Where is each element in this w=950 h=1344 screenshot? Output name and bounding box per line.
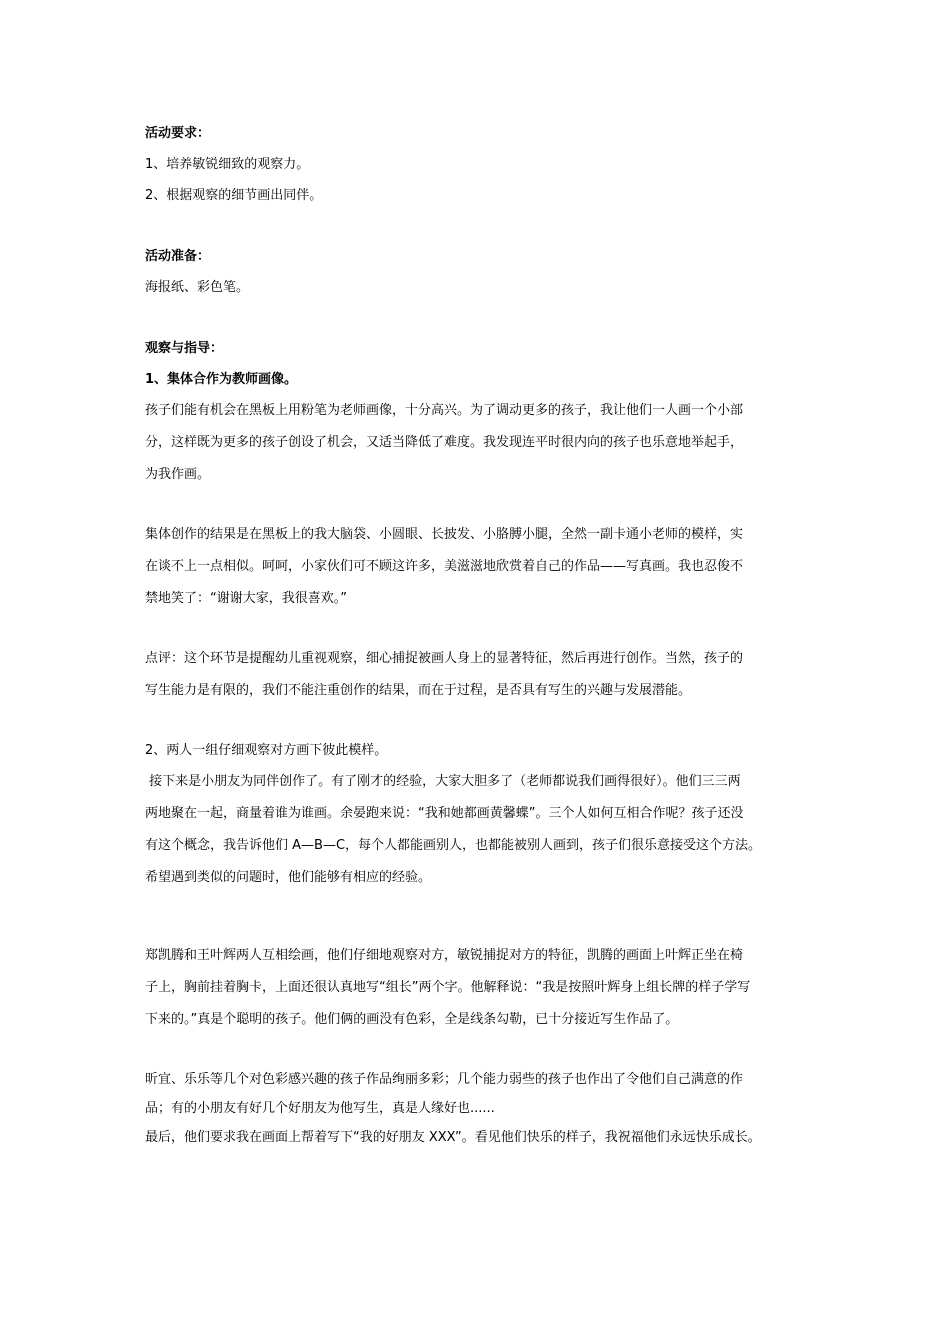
requirement-item-1: 1、培养敏锐细致的观察力。 — [145, 157, 310, 172]
paragraph-line: 昕宜、乐乐等几个对色彩感兴趣的孩子作品绚丽多彩；几个能力弱些的孩子也作出了令他们自己满意的作 — [145, 1072, 744, 1087]
paragraph-line: 两地聚在一起，商量着谁为谁画。余晏跑来说：“我和她都画黄馨蝶”。三个人如何互相合作呢？孩子还没 — [145, 806, 744, 821]
paragraph-line: 在谈不上一点相似。呵呵，小家伙们可不顾这许多，美滋滋地欣赏着自己的作品——写真画。我也忍俊不 — [145, 559, 744, 574]
paragraph-line: 为我作画。 — [145, 467, 211, 482]
subsection-1-title: 1、集体合作为教师画像。 — [145, 372, 298, 387]
paragraph-2 — [145, 519, 807, 615]
requirements-heading: 活动要求： — [145, 126, 211, 141]
paragraph-line: 分，这样既为更多的孩子创设了机会，又适当降低了难度。我发现连平时很内向的孩子也乐意地举起手， — [145, 435, 744, 450]
paragraph-line: 下来的。”真是个聪明的孩子。他们俩的画没有色彩，全是线条勾勒，已十分接近写生作品了。 — [145, 1012, 679, 1027]
paragraph-line: 接下来是小朋友为同伴创作了。有了刚才的经验，大家大胆多了（老师都说我们画得很好）。他们三三两 — [145, 774, 741, 789]
preparation-text: 海报纸、彩色笔。 — [145, 280, 250, 295]
paragraph-line: 集体创作的结果是在黑板上的我大脑袋、小圆眼、长披发、小胳膊小腿，全然一副卡通小老师的模样，实 — [145, 527, 744, 542]
paragraph-4 — [145, 766, 807, 894]
paragraph-5 — [145, 940, 807, 1036]
paragraph-line: 品；有的小朋友有好几个好朋友为他写生，真是人缘好也...... — [145, 1101, 495, 1116]
paragraph-line: 禁地笑了：“谢谢大家，我很喜欢。” — [145, 591, 347, 606]
paragraph-line: 希望遇到类似的问题时，他们能够有相应的经验。 — [145, 870, 432, 885]
preparation-heading: 活动准备： — [145, 249, 211, 264]
paragraph-line: 点评：这个环节是提醒幼儿重视观察，细心捕捉被画人身上的显著特征，然后再进行创作。当然，孩子的 — [145, 651, 744, 666]
paragraph-line: 孩子们能有机会在黑板上用粉笔为老师画像，十分高兴。为了调动更多的孩子，我让他们一人画一个小部 — [145, 403, 744, 418]
requirement-item-2: 2、根据观察的细节画出同伴。 — [145, 188, 323, 203]
paragraph-line: 写生能力是有限的，我们不能注重创作的结果，而在于过程，是否具有写生的兴趣与发展潜能。 — [145, 683, 692, 698]
paragraph-3-comment — [145, 643, 807, 707]
subsection-2-title: 2、两人一组仔细观察对方画下彼此模样。 — [145, 743, 388, 758]
paragraph-line: 最后，他们要求我在画面上帮着写下“我的好朋友 XXX”。看见他们快乐的样子，我祝福他们永远快乐成长。 — [145, 1130, 761, 1145]
paragraph-line: 郑凯腾和王叶辉两人互相绘画，他们仔细地观察对方，敏锐捕捉对方的特征，凯腾的画面上叶辉正坐在椅 — [145, 948, 744, 963]
paragraph-1 — [145, 395, 807, 491]
observation-heading: 观察与指导： — [145, 341, 224, 356]
paragraph-line: 子上，胸前挂着胸卡，上面还很认真地写“组长”两个字。他解释说：“我是按照叶辉身上组长牌的样子学写 — [145, 980, 751, 995]
paragraph-6 — [145, 1064, 807, 1154]
paragraph-line: 有这个概念，我告诉他们 A—B—C，每个人都能画别人，也都能被别人画到，孩子们很乐意接受这个方法。 — [145, 838, 762, 853]
document-page — [145, 118, 807, 1154]
